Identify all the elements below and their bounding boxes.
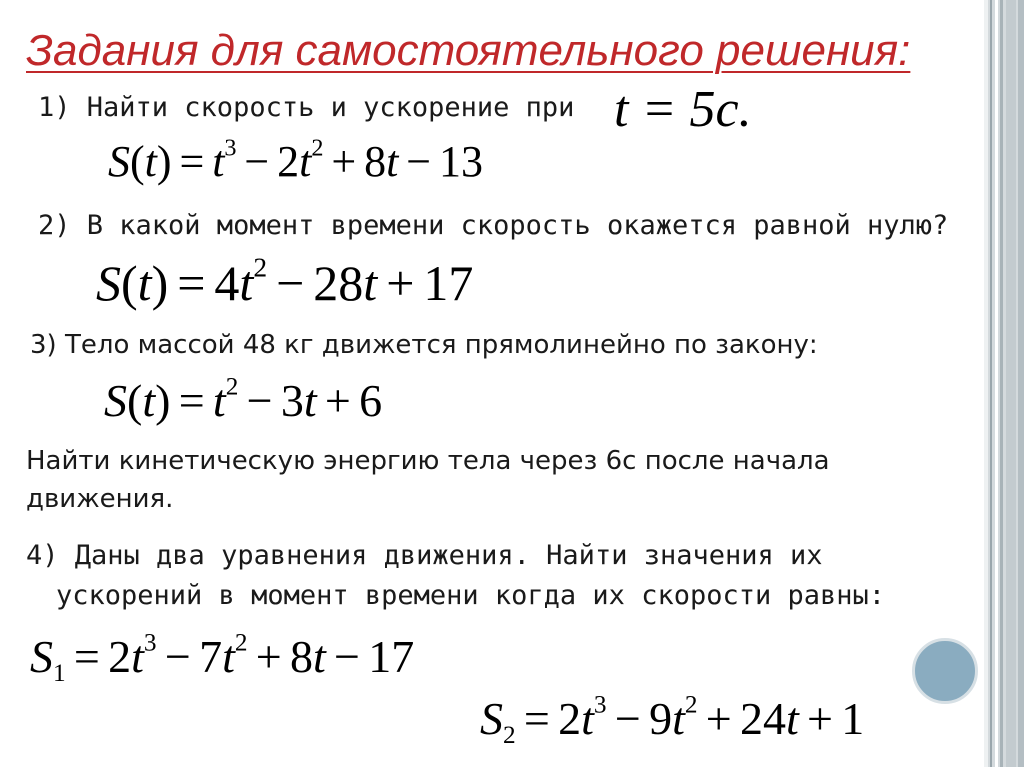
task1-time-formula <box>614 80 752 139</box>
task4-text-line2: ускорений в момент времени когда их скорости равны: <box>56 580 886 611</box>
stripe <box>990 0 992 767</box>
task4-formula1: $S_1 = 2t^3 - 7t^2 + 8t - 17$ <box>30 628 415 687</box>
task2-formula: $S(t) = 4t^2 - 28t + 17$ <box>96 251 474 311</box>
task1-formula: $S(t) = t^3 - 2t^2 + 8t - 13$ <box>108 134 483 186</box>
task3-question-line1: Найти кинетическую энергию тела через 6с после начала <box>26 446 830 476</box>
task2-text: 2) В какой момент времени скорость окажется равной нулю? <box>38 210 949 241</box>
task3-question-line2: движения. <box>26 484 174 514</box>
task3-formula: $S(t) = t^2 - 3t + 6$ <box>104 372 383 426</box>
stripe <box>1006 0 1016 767</box>
right-decorative-stripes <box>984 0 1024 767</box>
stripe <box>984 0 988 767</box>
stripe <box>1000 0 1003 767</box>
stripe <box>1018 0 1024 767</box>
task1-text: 1) Найти скорость и ускорение при <box>38 92 575 123</box>
slide-title: Задания для самостоятельного решения: <box>26 26 911 75</box>
stripe <box>995 0 998 767</box>
task3-text: 3) Тело массой 48 кг движется прямолинейно по закону: <box>30 330 818 360</box>
decorative-circle <box>912 638 978 704</box>
task1-time-value: t = 5c. <box>614 81 752 138</box>
task4-text-line1: 4) Даны два уравнения движения. Найти значения их <box>26 540 823 571</box>
task4-formula2: $S_2 = 2t^3 - 9t^2 + 24t + 1$ <box>480 690 865 749</box>
